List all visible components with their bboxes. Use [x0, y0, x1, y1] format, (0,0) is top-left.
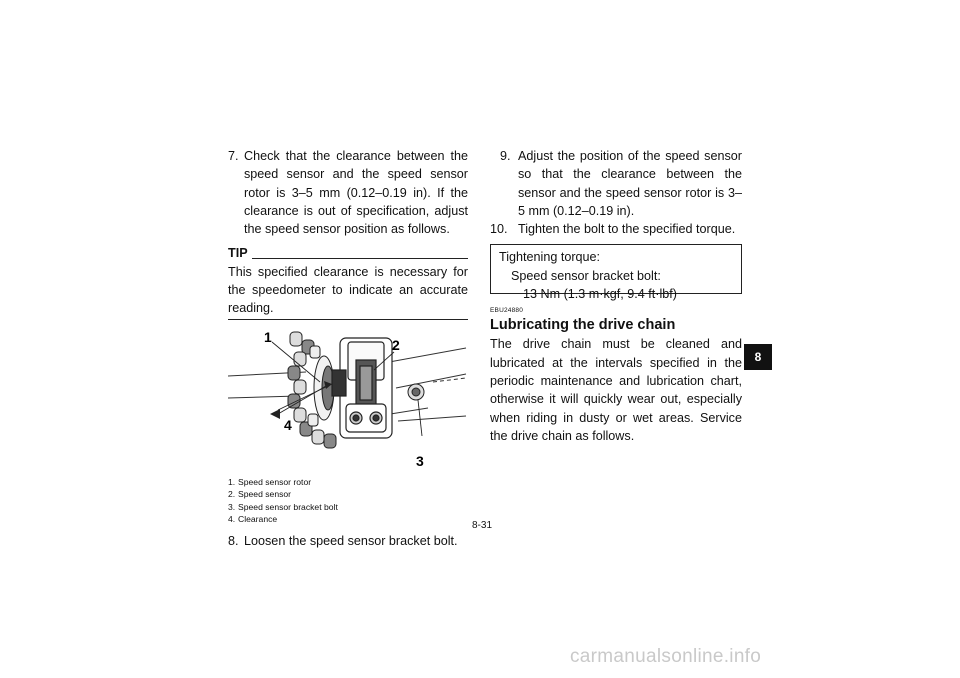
legend-number: 4.	[228, 514, 236, 525]
tip-header	[228, 244, 468, 262]
step-text: Tighten the bolt to the specified torque.	[518, 222, 736, 237]
callout-2: 2	[392, 336, 400, 353]
page-number: 8-31	[471, 520, 492, 531]
torque-title: Tightening torque:	[499, 250, 601, 265]
legend-label: Clearance	[238, 514, 278, 525]
legend-label: Speed sensor bracket bolt	[238, 501, 338, 512]
tip-text: This specified clearance is necessary for the speedometer to indicate an accurate reading.	[228, 263, 468, 320]
step-text: Adjust the position of the speed sensor so that the clearance between the sensor and the speed sensor rotor is 3–5 mm (0.12–0.19 in).	[518, 149, 742, 218]
tip-label: TIP	[228, 246, 248, 261]
step-8	[228, 532, 468, 550]
callout-3: 3	[416, 452, 424, 469]
tip-rule	[252, 258, 468, 259]
step-number: 10.	[490, 222, 508, 237]
legend-label: Speed sensor	[238, 489, 292, 500]
step-number: 8.	[228, 534, 239, 549]
step-7	[228, 147, 468, 238]
tightening-torque-box	[490, 244, 742, 302]
step-9	[490, 147, 742, 220]
step-text: Loosen the speed sensor bracket bolt.	[244, 534, 458, 549]
legend-number: 1.	[228, 476, 236, 487]
torque-value: 13 Nm (1.3 m·kgf, 9.4 ft·lbf)	[523, 287, 677, 302]
chapter-tab: 8	[744, 344, 772, 370]
speed-sensor-illustration	[228, 326, 468, 472]
legend-item	[228, 488, 468, 501]
watermark: carmanualsonline.info	[570, 646, 762, 667]
legend-number: 2.	[228, 489, 236, 500]
section-code: EBU24880	[490, 307, 524, 315]
step-text: Check that the clearance between the speed sensor and the speed sensor rotor is 3–5 mm (0.12–0.19 in). If the clearance is out of specification, adjust the speed sensor position as follows.	[244, 149, 468, 237]
legend-item	[228, 513, 468, 526]
step-10	[490, 220, 742, 238]
legend-label: Speed sensor rotor	[238, 476, 312, 487]
callout-4: 4	[284, 416, 292, 433]
left-column	[228, 147, 468, 550]
legend-number: 3.	[228, 501, 236, 512]
section-heading: Lubricating the drive chain	[490, 317, 676, 334]
step-number: 7.	[228, 149, 239, 163]
torque-item: Speed sensor bracket bolt:	[511, 268, 661, 283]
step-number: 9.	[500, 149, 511, 163]
speed-sensor-drawing	[228, 326, 468, 472]
callout-1: 1	[264, 328, 272, 345]
figure-legend	[228, 476, 468, 526]
legend-item	[228, 476, 468, 489]
section-paragraph: The drive chain must be cleaned and lubricated at the intervals specified in the periodic maintenance and lubrication chart, otherwise it will quickly wear out, especially when riding in dusty or wet areas. Service the drive chain as follows.	[490, 337, 742, 443]
legend-item	[228, 501, 468, 514]
right-column	[490, 147, 742, 445]
